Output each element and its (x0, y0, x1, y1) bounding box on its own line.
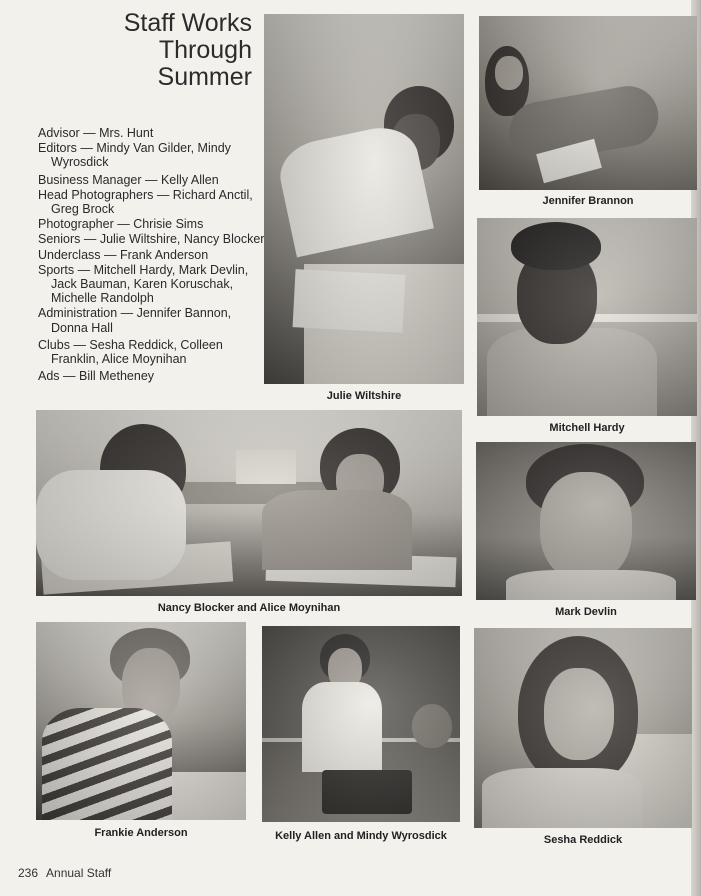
section-name: Annual Staff (46, 866, 112, 880)
staff-credits-list (38, 126, 266, 384)
page-number: 236 (18, 866, 39, 880)
credit-advisor: Advisor — Mrs. Hunt (38, 126, 154, 140)
credit-seniors: Seniors — Julie Wiltshire, Nancy Blocker (38, 232, 265, 247)
title-line-3: Summer (157, 63, 252, 91)
page-title (60, 10, 252, 91)
caption-mitchell-hardy: Mitchell Hardy (549, 422, 625, 434)
caption-mark-devlin: Mark Devlin (555, 606, 617, 618)
credit-ads: Ads — Bill Metheney (38, 369, 155, 384)
credit-editors: Editors — Mindy Van Gilder, Mindy Wyrosdick (38, 141, 231, 170)
credit-clubs: Clubs — Sesha Reddick, Colleen Franklin, Alice Moynihan (38, 337, 223, 367)
title-line-1: Staff Works (123, 9, 252, 37)
photo-mitchell-hardy (477, 218, 697, 416)
caption-sesha-reddick: Sesha Reddick (543, 834, 623, 846)
photo-kelly-allen-mindy-wyrosdick (262, 626, 460, 822)
photo-sesha-reddick (474, 628, 692, 828)
photo-nancy-blocker-alice-moynihan (36, 410, 462, 596)
caption-jennifer-brannon: Jennifer Brannon (542, 195, 634, 207)
photo-jennifer-brannon (479, 16, 697, 190)
photo-frankie-anderson (36, 622, 246, 820)
caption-frankie-anderson: Frankie Anderson (94, 827, 188, 839)
credit-photographer: Photographer — Chrisie Sims (38, 217, 204, 232)
photo-mark-devlin (476, 442, 696, 600)
caption-julie-wiltshire: Julie Wiltshire (326, 390, 402, 402)
photo-julie-wiltshire (264, 14, 464, 384)
credit-administration: Administration — Jennifer Bannon, Donna Hall (38, 306, 232, 335)
credit-underclass: Underclass — Frank Anderson (38, 247, 209, 262)
caption-kelly-allen-mindy-wyrosdick: Kelly Allen and Mindy Wyrosdick (275, 830, 447, 842)
title-line-2: Through (158, 36, 252, 64)
credit-business-manager: Business Manager — Kelly Allen (38, 172, 219, 187)
caption-nancy-blocker-alice-moynihan: Nancy Blocker and Alice Moynihan (157, 602, 341, 614)
credit-head-photographers: Head Photographers — Richard Anctil, Greg Brock (38, 187, 253, 217)
page-footer (18, 866, 119, 880)
credit-sports: Sports — Mitchell Hardy, Mark Devlin, Jack Bauman, Karen Koruschak, Michelle Randolph (38, 262, 249, 306)
